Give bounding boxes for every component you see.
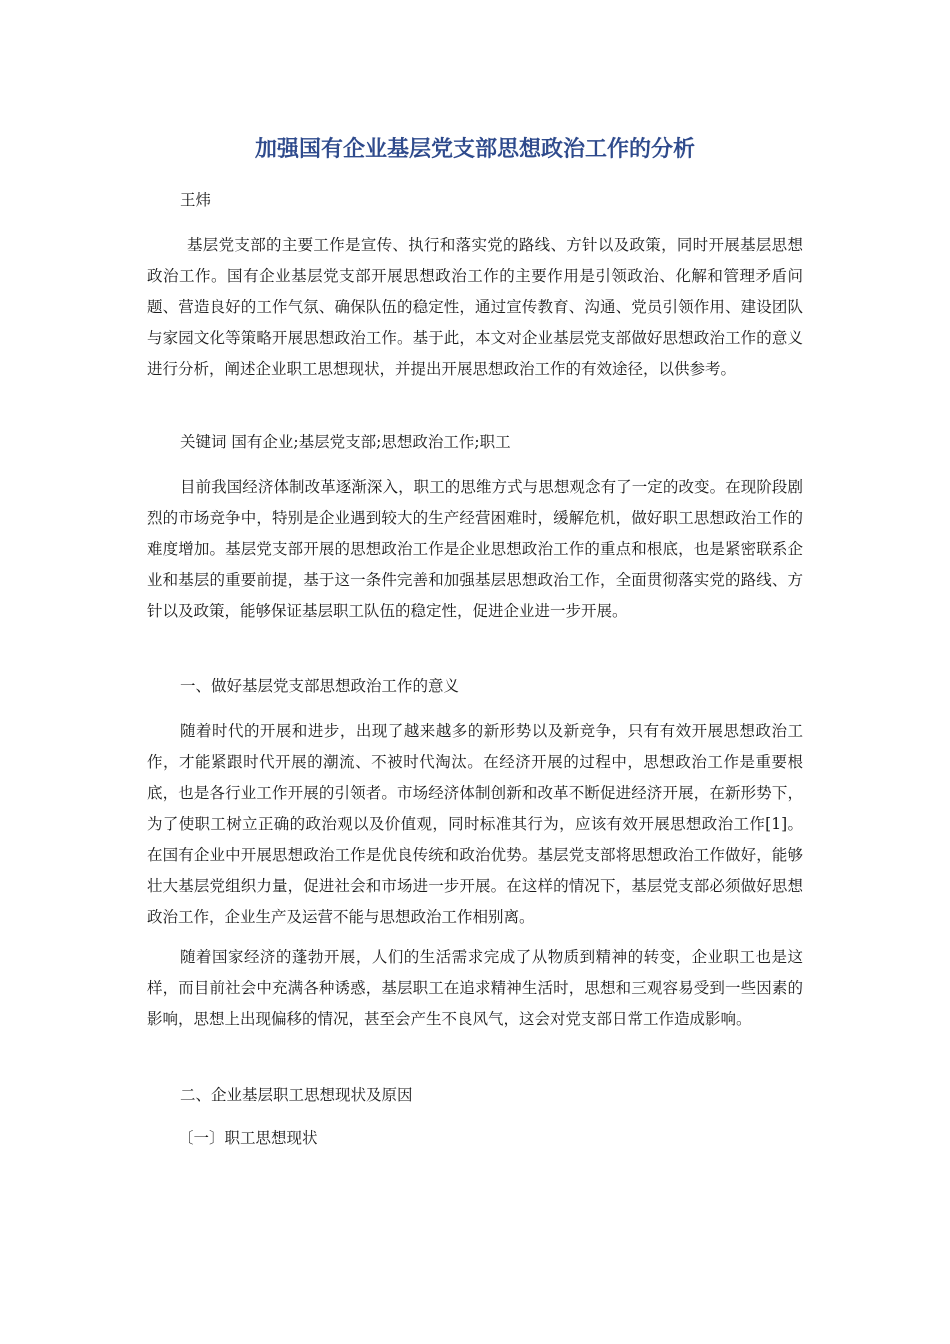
abstract-paragraph: 基层党支部的主要工作是宣传、执行和落实党的路线、方针以及政策，同时开展基层思想政治工作。国有企业基层党支部开展思想政治工作的主要作用是引领政治、化解和管理矛盾问题、营造良好的工作气氛、确保队伍的稳定性，通过宣传教育、沟通、党员引领作用、建设团队与家园文化等策略开展思想政治工作。基于此，本文对企业基层党支部做好思想政治工作的意义进行分析，阐述企业职工思想现状，并提出开展思想政治工作的有效途径，以供参考。 — [147, 236, 803, 378]
section-heading-1: 一、做好基层党支部思想政治工作的意义 — [180, 677, 460, 695]
document-title: 加强国有企业基层党支部思想政治工作的分析 — [254, 137, 695, 162]
author-name: 王炜 — [180, 191, 212, 209]
section-1-paragraph-2: 随着国家经济的蓬勃开展，人们的生活需求完成了从物质到精神的转变，企业职工也是这样，而目前社会中充满各种诱惑，基层职工在追求精神生活时，思想和三观容易受到一些因素的影响，思想上出现偏移的情况，甚至会产生不良风气，这会对党支部日常工作造成影响。 — [147, 948, 803, 1028]
keywords-line: 关键词 国有企业;基层党支部;思想政治工作;职工 — [180, 433, 511, 451]
section-1-paragraph-1: 随着时代的开展和进步，出现了越来越多的新形势以及新竞争，只有有效开展思想政治工作，才能紧跟时代开展的潮流、不被时代淘汰。在经济开展的过程中，思想政治工作是重要根底，也是各行业工作开展的引领者。市场经济体制创新和改革不断促进经济开展，在新形势下，为了使职工树立正确的政治观以及价值观，同时标准其行为，应该有效开展思想政治工作[1]。在国有企业中开展思想政治工作是优良传统和政治优势。基层党支部将思想政治工作做好，能够壮大基层党组织力量，促进社会和市场进一步开展。在这样的情况下，基层党支部必须做好思想政治工作，企业生产及运营不能与思想政治工作相别离。 — [147, 722, 803, 926]
section-heading-2: 二、企业基层职工思想现状及原因 — [180, 1086, 413, 1104]
intro-paragraph: 目前我国经济体制改革逐渐深入，职工的思维方式与思想观念有了一定的改变。在现阶段剧烈的市场竞争中，特别是企业遇到较大的生产经营困难时，缓解危机，做好职工思想政治工作的难度增加。基层党支部开展的思想政治工作是企业思想政治工作的重点和根底，也是紧密联系企业和基层的重要前提，基于这一条件完善和加强基层思想政治工作，全面贯彻落实党的路线、方针以及政策，能够保证基层职工队伍的稳定性，促进企业进一步开展。 — [147, 478, 803, 620]
subsection-heading-1: 〔一〕职工思想现状 — [178, 1129, 318, 1147]
